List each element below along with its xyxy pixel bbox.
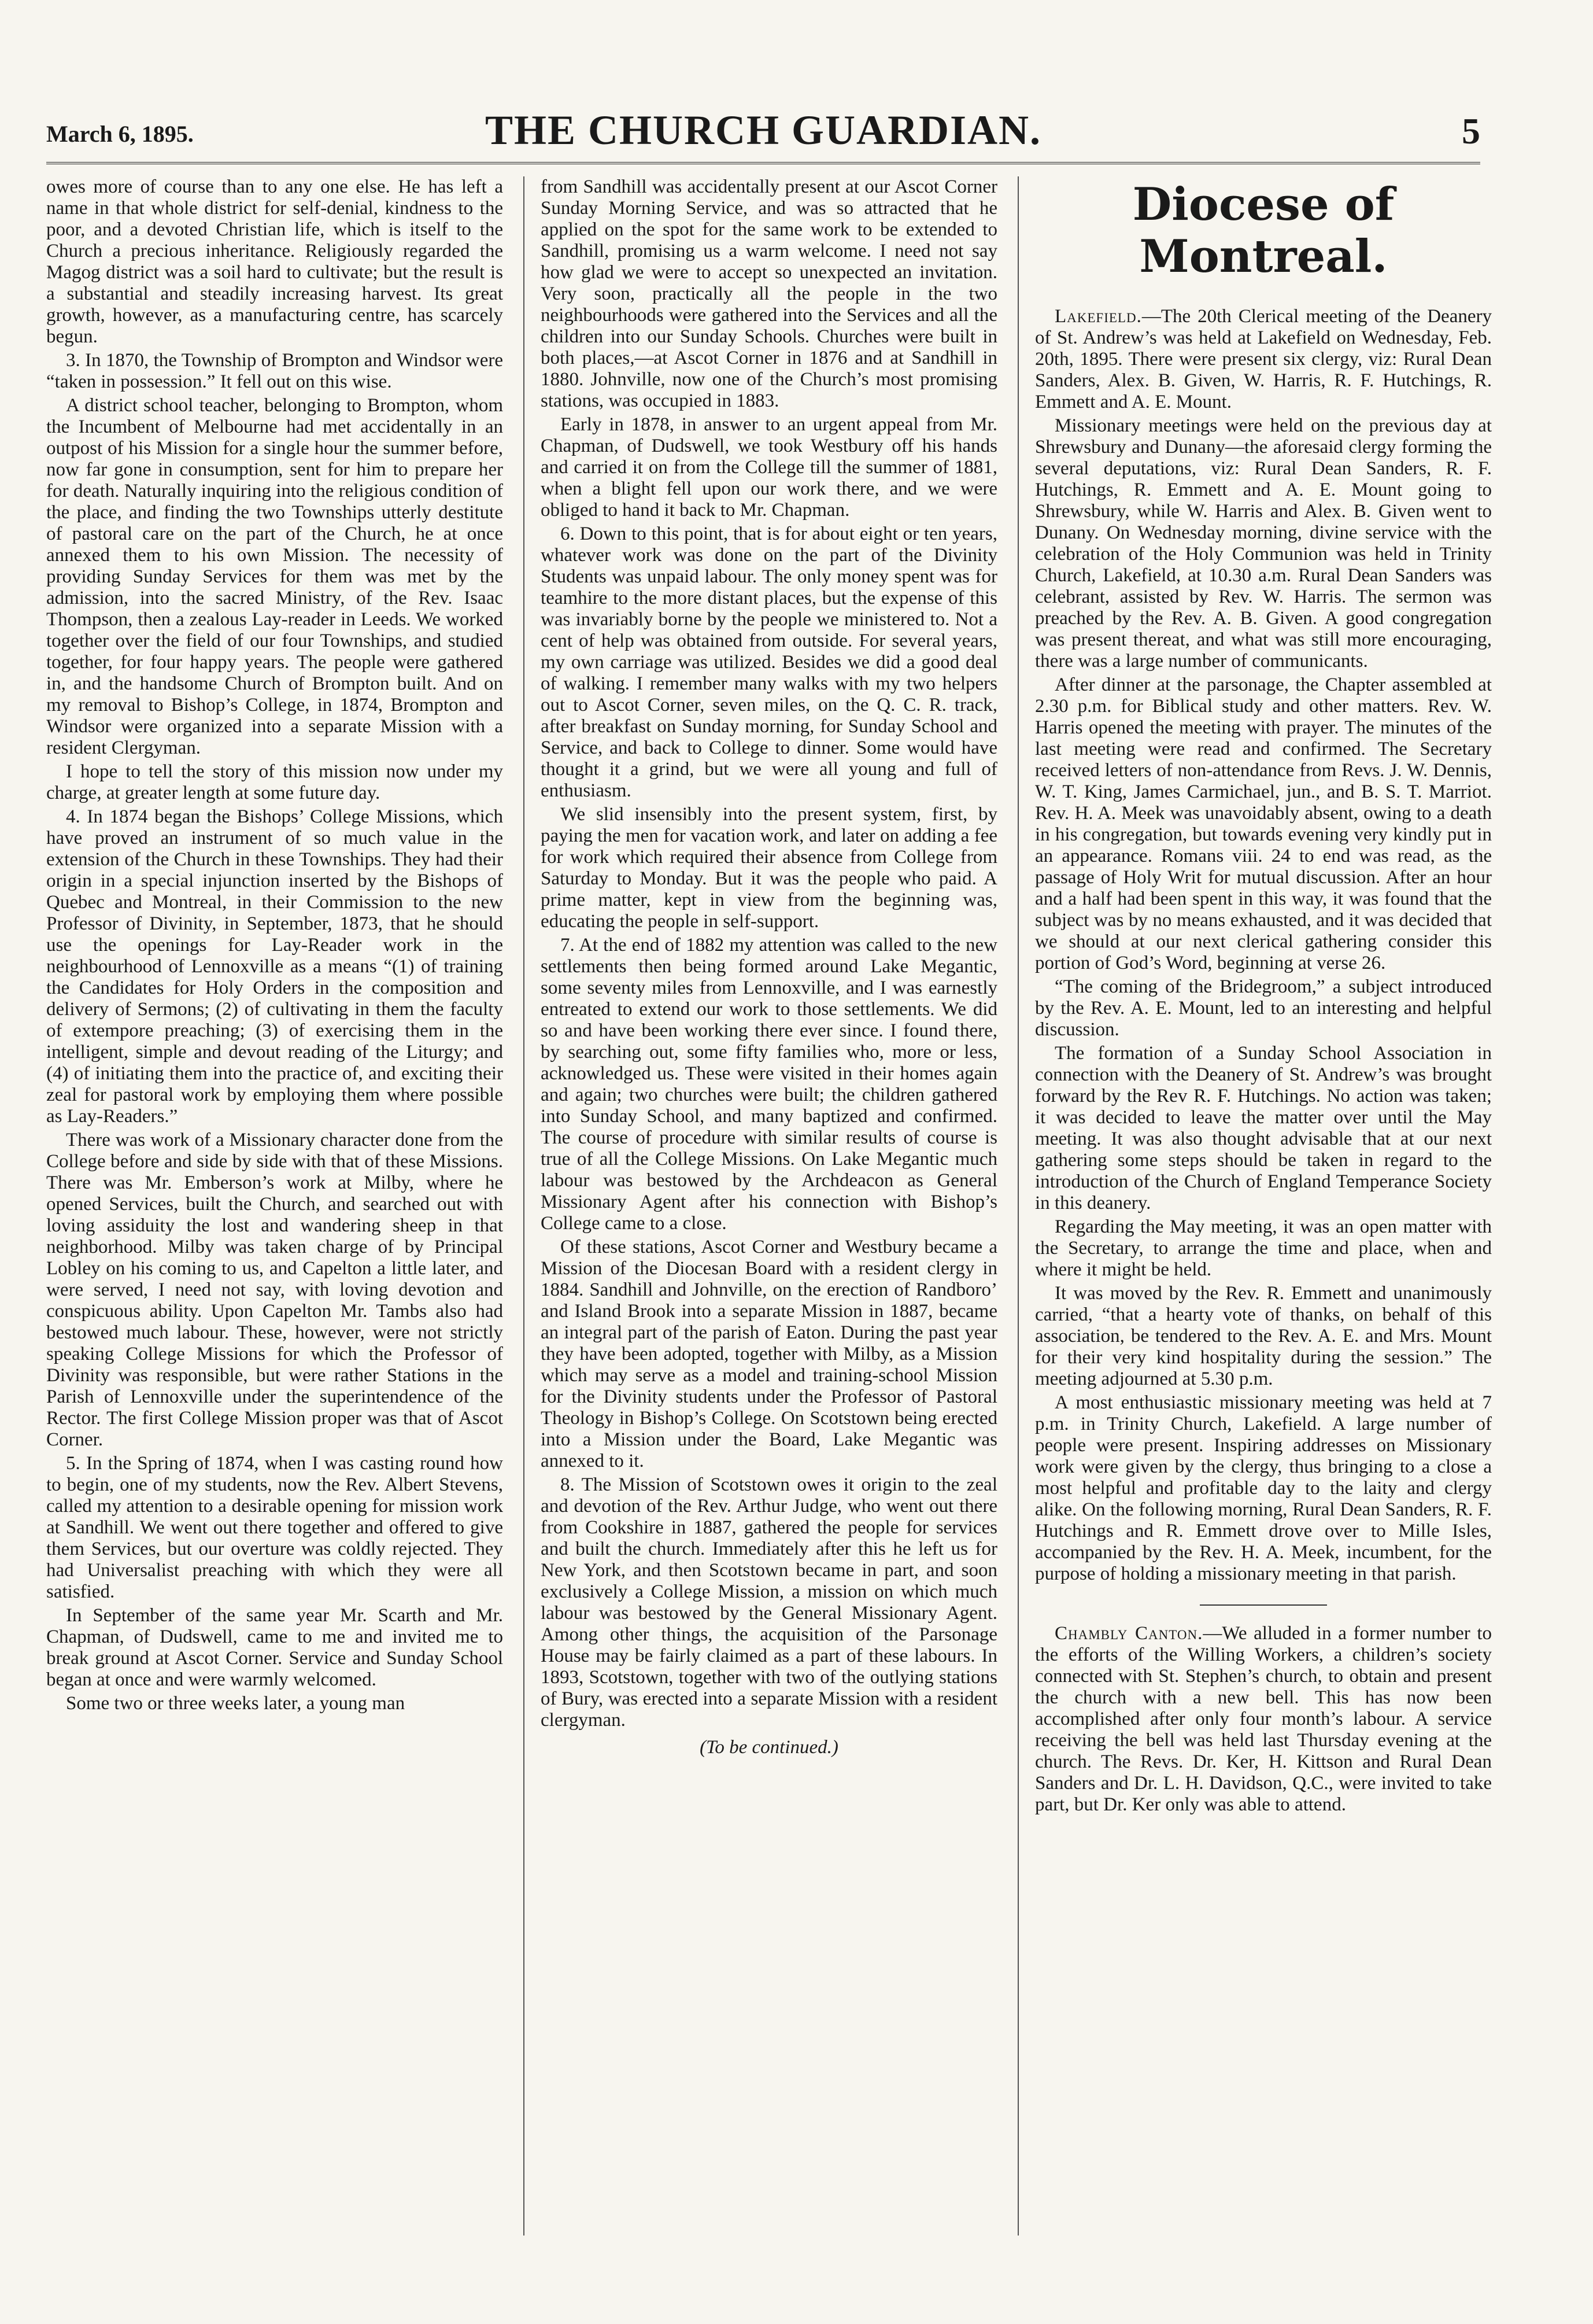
column-3 xyxy=(1035,176,1492,2259)
paragraph: —We alluded in a former number to the efforts of the Willing Workers, a children’s society connected with St. Stephen’s church, to obtain and present the church with a new bell. This has now been accomplished after only four month’s labour. A service receiving the bell was held last Thursday evening at the church. The Revs. Dr. Ker, H. Kittson and Rural Dean Sanders and Dr. L. H. Davidson, Q.C., were invited to take part, but Dr. Ker only was able to attend. xyxy=(1035,1623,1492,1815)
paragraph: 4. In 1874 began the Bishops’ College Missions, which have proved an instrument of so much value in the extension of the Church in these Townships. They had their origin in a special injunction inserted by the Bishops of Quebec and Montreal, in their Commission to the new Professor of Divinity, in September, 1873, that he should use the openings for Lay-Reader work in the neighbourhood of Lennoxville as a means “(1) of training the Candidates for Holy Orders in the composition and delivery of Sermons; (2) of cultivating in them the faculty of extempore preaching; (3) of exercising them in the intelligent, simple and devout reading of the Liturgy; and (4) of initiating them into the practice of, and exciting their zeal for pastoral work by employing them where possible as Lay-Readers.” xyxy=(46,806,503,1127)
newspaper-title: THE CHURCH GUARDIAN. xyxy=(485,107,1042,153)
paragraph: —The 20th Clerical meeting of the Deanery of St. Andrew’s was held at Lakefield on Wednesday, Feb. 20th, 1895. There were present six clergy, viz: Rural Dean Sanders, Alex. B. Given, W. Harris, R. F. Hutchings, R. Emmett and A. E. Mount. xyxy=(1035,306,1492,412)
paragraph: 3. In 1870, the Township of Brompton and Windsor were “taken in possession.” It fell out on this wise. xyxy=(46,350,503,392)
paragraph: Regarding the May meeting, it was an open matter with the Secretary, to arrange the time and place, when and where it might be held. xyxy=(1035,1216,1492,1280)
masthead xyxy=(46,98,1480,164)
page-number: 5 xyxy=(1462,110,1480,152)
section-separator xyxy=(1200,1604,1327,1606)
column-1 xyxy=(46,176,503,2259)
paragraph: I hope to tell the story of this mission now under my charge, at greater length at some future day. xyxy=(46,761,503,803)
paragraph: 5. In the Spring of 1874, when I was casting round how to begin, one of my students, now the Rev. Albert Stevens, called my attention to a desirable opening for mission work at Sandhill. We went out there together and offered to give them Services, but our overture was coldly rejected. They had Universalist preaching with which they were all satisfied. xyxy=(46,1453,503,1602)
paragraph: Some two or three weeks later, a young man xyxy=(66,1693,405,1714)
paragraph: Early in 1878, in answer to an urgent appeal from Mr. Chapman, of Dudswell, we took Westbury off his hands and carried it on from the College till the summer of 1881, when a blight fell upon our work there, and we were obliged to hand it back to Mr. Chapman. xyxy=(541,414,997,521)
paragraph: from Sandhill was accidentally present at our Ascot Corner Sunday Morning Service, and was so attracted that he applied on the spot for the same work to be extended to Sandhill, promising us a warm welcome. I need not say how glad we were to accept so unexpected an invitation. Very soon, practically all the people in the two neighbourhoods were gathered into the Services and all the children into our Sunday Schools. Churches were built in both places,—at Ascot Corner in 1876 and at Sandhill in 1880. Johnville, now one of the Church’s most promising stations, was occupied in 1883. xyxy=(541,176,997,411)
issue-date: March 6, 1895. xyxy=(46,121,194,147)
paragraph: After dinner at the parsonage, the Chapter assembled at 2.30 p.m. for Biblical study and other matters. Rev. W. Harris opened the meeting with prayer. The minutes of the last meeting were read and confirmed. The Secretary received letters of non-attendance from Revs. J. W. Dennis, W. T. King, James Carmichael, jun., and B. S. T. Marriot. Rev. H. A. Meek was unavoidably absent, owing to a death in his congregation, but towards evening very kindly put in an appearance. Romans viii. 24 to end was read, as the passage of Holy Writ for mutual discussion. After an hour and a half had been spent in this way, it was found that the subject was by no means exhausted, and it was decided that we should at our next clerical gathering consider this portion of God’s Word, beginning at verse 26. xyxy=(1035,674,1492,973)
paragraph: Of these stations, Ascot Corner and Westbury became a Mission of the Diocesan Board with a resident clergy in 1884. Sandhill and Johnville, on the erection of Randboro’ and Island Brook into a separate Mission in 1887, became an integral part of the parish of Eaton. During the past year they have been adopted, together with Milby, as a Mission which may serve as a model and training-school Mission for the Divinity students under the Professor of Pastoral Theology in Bishop’s College. On Scotstown being erected into a Mission under the Board, Lake Megantic was annexed to it. xyxy=(541,1237,997,1471)
paragraph: There was work of a Missionary character done from the College before and side by side with that of these Missions. There was Mr. Emberson’s work at Milby, where he opened Services, built the Church, and searched out with loving assiduity the lost and wandering sheep in that neighborhood. Milby was taken charge of by Principal Lobley on his coming to us, and Capelton a little later, and were served, I need not say, with loving devotion and conspicuous ability. Upon Capelton Mr. Tambs also had bestowed much labour. These, however, were not strictly speaking College Missions for which the Professor of Divinity was responsible, but were rather Stations in the Parish of Lennoxville under the superintendence of the Rector. The first College Mission proper was that of Ascot Corner. xyxy=(46,1130,503,1450)
column-divider xyxy=(523,176,524,2236)
paragraph: It was moved by the Rev. R. Emmett and unanimously carried, “that a hearty vote of thanks, on behalf of this association, be tendered to the Rev. A. E. and Mrs. Mount for their very kind hospitality during the session.” The meeting adjourned at 5.30 p.m. xyxy=(1035,1283,1492,1389)
paragraph: 6. Down to this point, that is for about eight or ten years, whatever work was done on the part of the Divinity Students was unpaid labour. The only money spent was for teamhire to the more distant places, but the expense of this was invariably borne by the people we ministered to. Not a cent of help was obtained from outside. For several years, my own carriage was utilized. Besides we did a good deal of walking. I remember many walks with my two helpers out to Ascot Corner, seven miles, on the Q. C. R. track, after breakfast on Sunday morning, for Sunday School and Service, and back to College to dinner. Some would have thought it a grind, but we were all young and full of enthusiasm. xyxy=(541,523,997,801)
paragraph: In September of the same year Mr. Scarth and Mr. Chapman, of Dudswell, came to me and invited me to break ground at Ascot Corner. Service and Sunday School began at once and were warmly welcomed. xyxy=(46,1605,503,1690)
paragraph: A most enthusiastic missionary meeting was held at 7 p.m. in Trinity Church, Lakefield. A large number of people were present. Inspiring addresses on Missionary work were given by the clergy, thus bringing to a close a most helpful and profitable day to the laity and clergy alike. On the following morning, Rural Dean Sanders, R. F. Hutchings and R. Emmett drove over to Mille Isles, accompanied by the Rev. H. A. Meek, incumbent, for the purpose of holding a missionary meeting in that parish. xyxy=(1035,1392,1492,1584)
paragraph: “The coming of the Bridegroom,” a subject introduced by the Rev. A. E. Mount, led to an interesting and helpful discussion. xyxy=(1035,976,1492,1040)
paragraph: The formation of a Sunday School Association in connection with the Deanery of St. Andrew’s was brought forward by the Rev R. F. Hutchings. No action was taken; it was decided to leave the matter over until the May meeting. It was also thought advisable that at our next gathering some steps should be taken in regard to the introduction of the Church of England Temperance Society in this deanery. xyxy=(1035,1043,1492,1213)
dateline-label: Lakefield. xyxy=(1055,306,1142,327)
column-2 xyxy=(541,176,997,2259)
continued-note: (To be continued.) xyxy=(700,1737,838,1758)
paragraph: We slid insensibly into the present system, first, by paying the men for vacation work, and later on adding a fee for work which required their absence from College from Saturday to Monday. But it was the people who paid. A prime matter, kept in view from the beginning was, educating the people in self-support. xyxy=(541,804,997,932)
column-divider xyxy=(1018,176,1019,2236)
dateline-label: Chambly Canton. xyxy=(1055,1623,1203,1644)
paragraph: Missionary meetings were held on the previous day at Shrewsbury and Dunany—the aforesaid clergy forming the several deputations, viz: Rural Dean Sanders, R. F. Hutchings, R. Emmett and A. E. Mount going to Shrewsbury, while W. Harris and Alex. B. Given went to Dunany. On Wednesday morning, divine service with the celebration of the Holy Communion was held in Trinity Church, Lakefield, at 10.30 a.m. Rural Dean Sanders was celebrant, assisted by Rev. W. Harris. The sermon was preached by the Rev. A. B. Given. A good congregation was present thereat, and what was still more encouraging, there was a large number of communicants. xyxy=(1035,415,1492,672)
section-heading: Diocese of Montreal. xyxy=(1132,178,1395,283)
paragraph: 8. The Mission of Scotstown owes it origin to the zeal and devotion of the Rev. Arthur Judge, who went out there from Cookshire in 1887, gathered the people for services and built the church. Immediately after this he left us for New York, and then Scotstown became in part, and soon exclusively a College Mission, a mission on which much labour was bestowed by the General Missionary Agent. Among other things, the acquisition of the Parsonage House may be fairly claimed as a part of these labours. In 1893, Scotstown, together with two of the outlying stations of Bury, was erected into a separate Mission with a resident clergyman. xyxy=(541,1474,997,1731)
paragraph: 7. At the end of 1882 my attention was called to the new settlements then being formed around Lake Megantic, some seventy miles from Lennoxville, and I was earnestly entreated to extend our work to those settlements. We did so and have been working there ever since. I found there, by searching out, some fifty families who, more or less, acknowledged us. These were visited in their homes again and again; two churches were built; the children gathered into Sunday School, and many baptized and confirmed. The course of procedure with similar results of course is true of all the College Missions. On Lake Megantic much labour was bestowed by the Archdeacon as General Missionary Agent after his connection with Bishop’s College came to a close. xyxy=(541,935,997,1234)
paragraph: owes more of course than to any one else. He has left a name in that whole district for self-denial, kindness to the poor, and a devoted Christian life, which is itself to the Church a precious inheritance. Religiously regarded the Magog district was a soil hard to cultivate; but the result is a substantial and steadily increasing harvest. Its great growth, however, as a manufacturing centre, has scarcely begun. xyxy=(46,176,503,347)
paragraph: A district school teacher, belonging to Brompton, whom the Incumbent of Melbourne had met accidentally in an outpost of his Mission for a single hour the summer before, now far gone in consumption, sent for him to prepare her for death. Naturally inquiring into the religious condition of the place, and finding the two Townships utterly destitute of pastoral care on the part of the Church, he at once annexed them to his own Mission. The necessity of providing Sunday Services for them was met by the admission, into the sacred Ministry, of the Rev. Isaac Thompson, then a zealous Lay-reader in Leeds. We worked together over the field of our four Townships, and studied together, for four happy years. The people were gathered in, and the handsome Church of Brompton built. And on my removal to Bishop’s College, in 1874, Brompton and Windsor were organized into a separate Mission with a resident Clergyman. xyxy=(46,395,503,758)
